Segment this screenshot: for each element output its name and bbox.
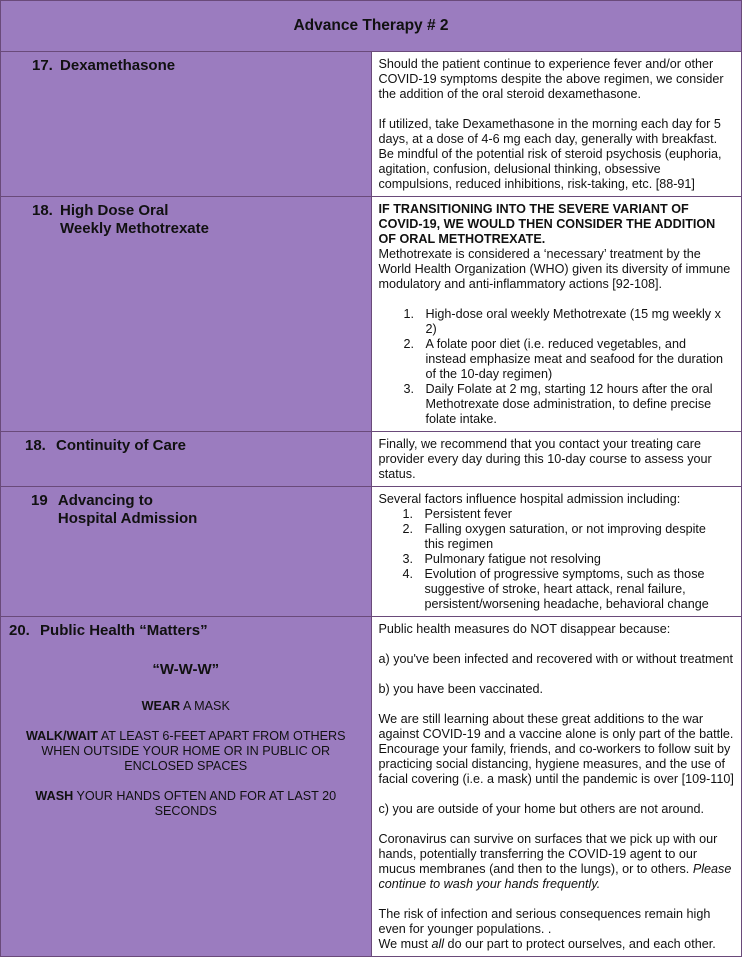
row-number: 19 (31, 492, 48, 509)
row-number: 18. (32, 202, 53, 219)
row-title-line: Weekly Methotrexate (60, 220, 209, 237)
paragraph: b) you have been vaccinated. (378, 682, 544, 696)
row-label-cell (1, 197, 372, 432)
row-number: 18. (25, 437, 46, 454)
list-item: 1. Persistent fever (402, 507, 512, 521)
numbered-list (379, 507, 736, 612)
list-item: 2. A folate poor diet (i.e. reduced vegetables, and instead emphasize meat and seafood for the duration of the 10-day regimen) (403, 337, 724, 381)
row-content-cell (371, 617, 742, 957)
row-title: Dexamethasone (60, 57, 176, 74)
paragraph: The risk of infection and serious consequences remain high even for younger populations. . (378, 907, 711, 936)
paragraph: We are still learning about these great additions to the war against COVID-19 and a vaccine alone is only part of the battle. Encourage your family, friends, and co-workers to follow suit by practicing social distancing, hygiene measures, and the use of facial covering (i.e. a mask) until the pandemic is over [109-110] (378, 712, 734, 786)
list-item: 2. Falling oxygen saturation, or not improving despite this regimen (402, 522, 706, 551)
walk-line: WALK/WAIT AT LEAST 6-FEET APART FROM OTHERS WHEN OUTSIDE YOUR HOME OR IN PUBLIC OR ENCLOSED SPACES (25, 729, 346, 773)
table-row (1, 617, 742, 957)
paragraph: Methotrexate is considered a ‘necessary’ treatment by the World Health Organization (WHO) given its diversity of immune modulatory and anti-inflammatory actions [92-108]. (378, 247, 731, 291)
paragraph: If utilized, take Dexamethasone in the morning each day for 5 days, at a dose of 4-6 mg each day, generally with breakfast. Be mindful of the potential risk of steroid psychosis (euphoria, agitation, confusion, delusional thinking, obsessive compulsions, reduced inhibitions, risk-taking, etc. [88-91] (378, 117, 722, 191)
row-content-cell (371, 432, 742, 487)
row-label-cell (1, 617, 372, 957)
table-row (1, 197, 742, 432)
row-number: 17. (32, 57, 53, 74)
list-item: 3. Daily Folate at 2 mg, starting 12 hours after the oral Methotrexate dose administration, to define precise folate intake. (403, 382, 713, 426)
row-label-cell (1, 487, 372, 617)
wear-line: WEAR A MASK (141, 699, 230, 713)
bold-intro: IF TRANSITIONING INTO THE SEVERE VARIANT OF COVID-19, WE WOULD THEN CONSIDER THE ADDITION OF ORAL METHOTREXATE. (378, 202, 716, 246)
wash-line: WASH YOUR HANDS OFTEN AND FOR AT LAST 20 SECONDS (35, 789, 337, 818)
row-content-cell (371, 52, 742, 197)
row-title: Continuity of Care (56, 437, 187, 454)
paragraph: Coronavirus can survive on surfaces that we pick up with our hands, potentially transferring the COVID-19 agent to our mucus membranes (and then to the lungs), or to others. Please continue to wash your hands frequently. (378, 832, 732, 891)
row-title: Public Health “Matters” (40, 622, 208, 639)
table-row (1, 52, 742, 197)
paragraph: Finally, we recommend that you contact your treating care provider every day during this 10-day course to assess your status. (378, 437, 712, 481)
header-title: Advance Therapy # 2 (293, 17, 449, 34)
row-content-cell (371, 487, 742, 617)
www-heading: “W-W-W” (152, 661, 220, 678)
table-header (1, 1, 742, 52)
paragraph: Several factors influence hospital admission including: (378, 492, 681, 506)
paragraph: We must all do our part to protect ourselves, and each other. (378, 937, 716, 951)
paragraph: Should the patient continue to experience fever and/or other COVID-19 symptoms despite the above regimen, we consider the addition of the oral steroid dexamethasone. (378, 57, 724, 101)
row-label-cell (1, 432, 372, 487)
numbered-list (379, 307, 736, 427)
row-title-line: High Dose Oral (60, 202, 169, 219)
paragraph: c) you are outside of your home but others are not around. (378, 802, 705, 816)
paragraph: a) you've been infected and recovered with or without treatment (378, 652, 734, 666)
row-title-line: Hospital Admission (57, 510, 198, 527)
list-item: 3. Pulmonary fatigue not resolving (402, 552, 601, 566)
list-item: 4. Evolution of progressive symptoms, such as those suggestive of stroke, heart attack, renal failure, persistent/worsening headache, behavioral change (402, 567, 709, 611)
list-item: 1. High-dose oral weekly Methotrexate (15 mg weekly x 2) (403, 307, 721, 336)
table-row (1, 487, 742, 617)
row-label-cell (1, 52, 372, 197)
table-row (1, 432, 742, 487)
row-number: 20. (9, 622, 30, 639)
paragraph: Public health measures do NOT disappear because: (378, 622, 671, 636)
row-title-line: Advancing to (57, 492, 153, 509)
row-content-cell (371, 197, 742, 432)
